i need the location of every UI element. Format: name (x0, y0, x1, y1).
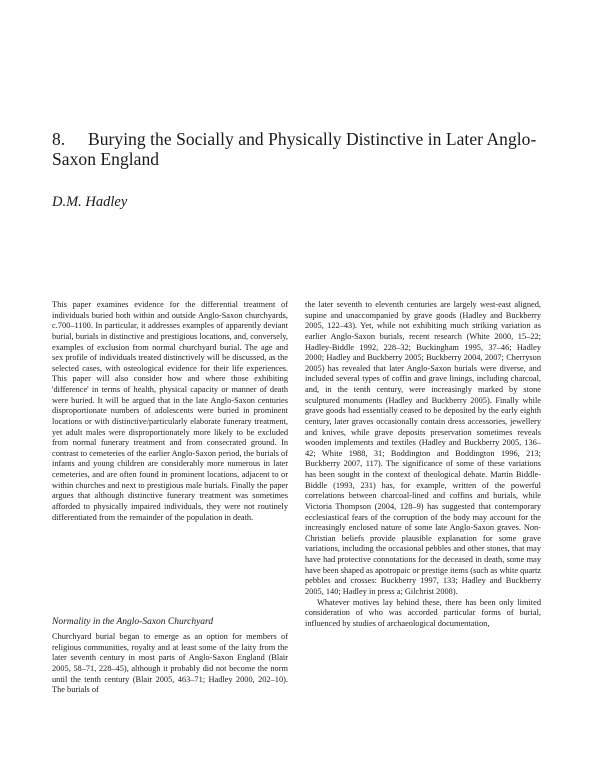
chapter-number: 8. (52, 129, 66, 149)
body-paragraph: the later seventh to eleventh centuries are largely west-east aligned, supine and unaccompanied by grave goods (Hadley and Buckberry 2005, 122–43). Yet, while not exhibiting much striking variation as earlier Anglo-Saxon burials, recent research (White 2000, 15–22; Hadley-Biddle 1992, 228–32; Buckingham 1995, 37–46; Hadley 2000; Hadley and Buckberry 2005; Buckberry 2004, 2007; Cherryson 2005) has revealed that later Anglo-Saxon burials were diverse, and included several types of coffin and grave linings, including charcoal, and, in the tenth century, were increasingly marked by stone sculptured monuments (Hadley and Buckberry 2005). Finally while grave goods had essentially ceased to be deposited by the early eighth century, later graves occasionally contain dress accessories, jewellery and knives, while grave deposits preservation sometimes reveals wooden implements and textiles (Hadley and Buckberry 2005, 136–42; White 1988, 31; Boddington and Boddington 1996, 213; Buckberry 2007, 117). The significance of some of these variations has been sought in the context of theological debate. Martin Biddle-Biddle (1993, 231) has, for example, written of the powerful correlations between charcoal-lined and coffins and burials, while Victoria Thompson (2004, 128–9) has suggested that contemporary ecclesiastical fears of the corruption of the body may account for the increasingly enclosed nature of some late Anglo-Saxon graves. Non-Christian beliefs provide plausible explanation for some grave variations, including the occasional pebbles and other stones, that may have had protective connotations for the deceased in death, some may have been shaped as apotropaic or prestige items (such as white quartz pebbles and crosses: Buckberry 1997, 133; Hadley and Buckberry 2005, 140; Hadley in press a; Gilchrist 2008). (305, 300, 541, 596)
right-column (305, 300, 541, 629)
section-heading: Normality in the Anglo-Saxon Churchyard (52, 617, 214, 627)
body-paragraph: Churchyard burial began to emerge as an option for members of religious communities, royalty and at least some of the laity from the later seventh century in most parts of Anglo-Saxon England (Blair 2005, 58–71, 228–45), although it probably did not become the norm until the tenth century (Blair 2005, 463–71; Hadley 2000, 202–10). The burials of (52, 632, 288, 695)
chapter-title (52, 129, 552, 169)
abstract-paragraph: This paper examines evidence for the differential treatment of individuals buried both within and outside Anglo-Saxon churchyards, c.700–1100. In particular, it addresses examples of apparently deviant burial, burials in distinctive and prestigious locations, and, conversely, examples of exclusion from normal churchyard burial. The age and sex profile of individuals treated distinctively will be discussed, as the selected cases, with osteological evidence for their life experiences. This paper will also consider how and where those exhibiting 'difference' in terms of health, physical capacity or manner of death were buried. It will be argued that in the late Anglo-Saxon centuries disproportionate numbers of adolescents were buried in prominent locations or with distinctive/particularly elaborate funerary treatment, yet adult males were disproportionately more likely to be excluded from normal funerary treatment and from consecrated ground. In contrast to cemeteries of the earlier Anglo-Saxon period, the burials of infants and young children are considerably more numerous in later cemeteries, and are often found in prominent locations, adjacent to or within churches and next to prestigious male burials. Finally the paper argues that although distinctive funerary treatment was sometimes afforded to physically impaired individuals, they were not routinely differentiated from the remainder of the population in death. (52, 300, 288, 522)
abstract-column (52, 300, 288, 523)
body-paragraph: Whatever motives lay behind these, there has been only limited consideration of who was accorded particular forms of burial, influenced by studies of archaeological documentation, (305, 597, 541, 628)
author-name: D.M. Hadley (52, 194, 128, 210)
chapter-title-text: Burying the Socially and Physically Distinctive in Later Anglo-Saxon England (52, 129, 537, 169)
section-left-column (52, 632, 288, 696)
